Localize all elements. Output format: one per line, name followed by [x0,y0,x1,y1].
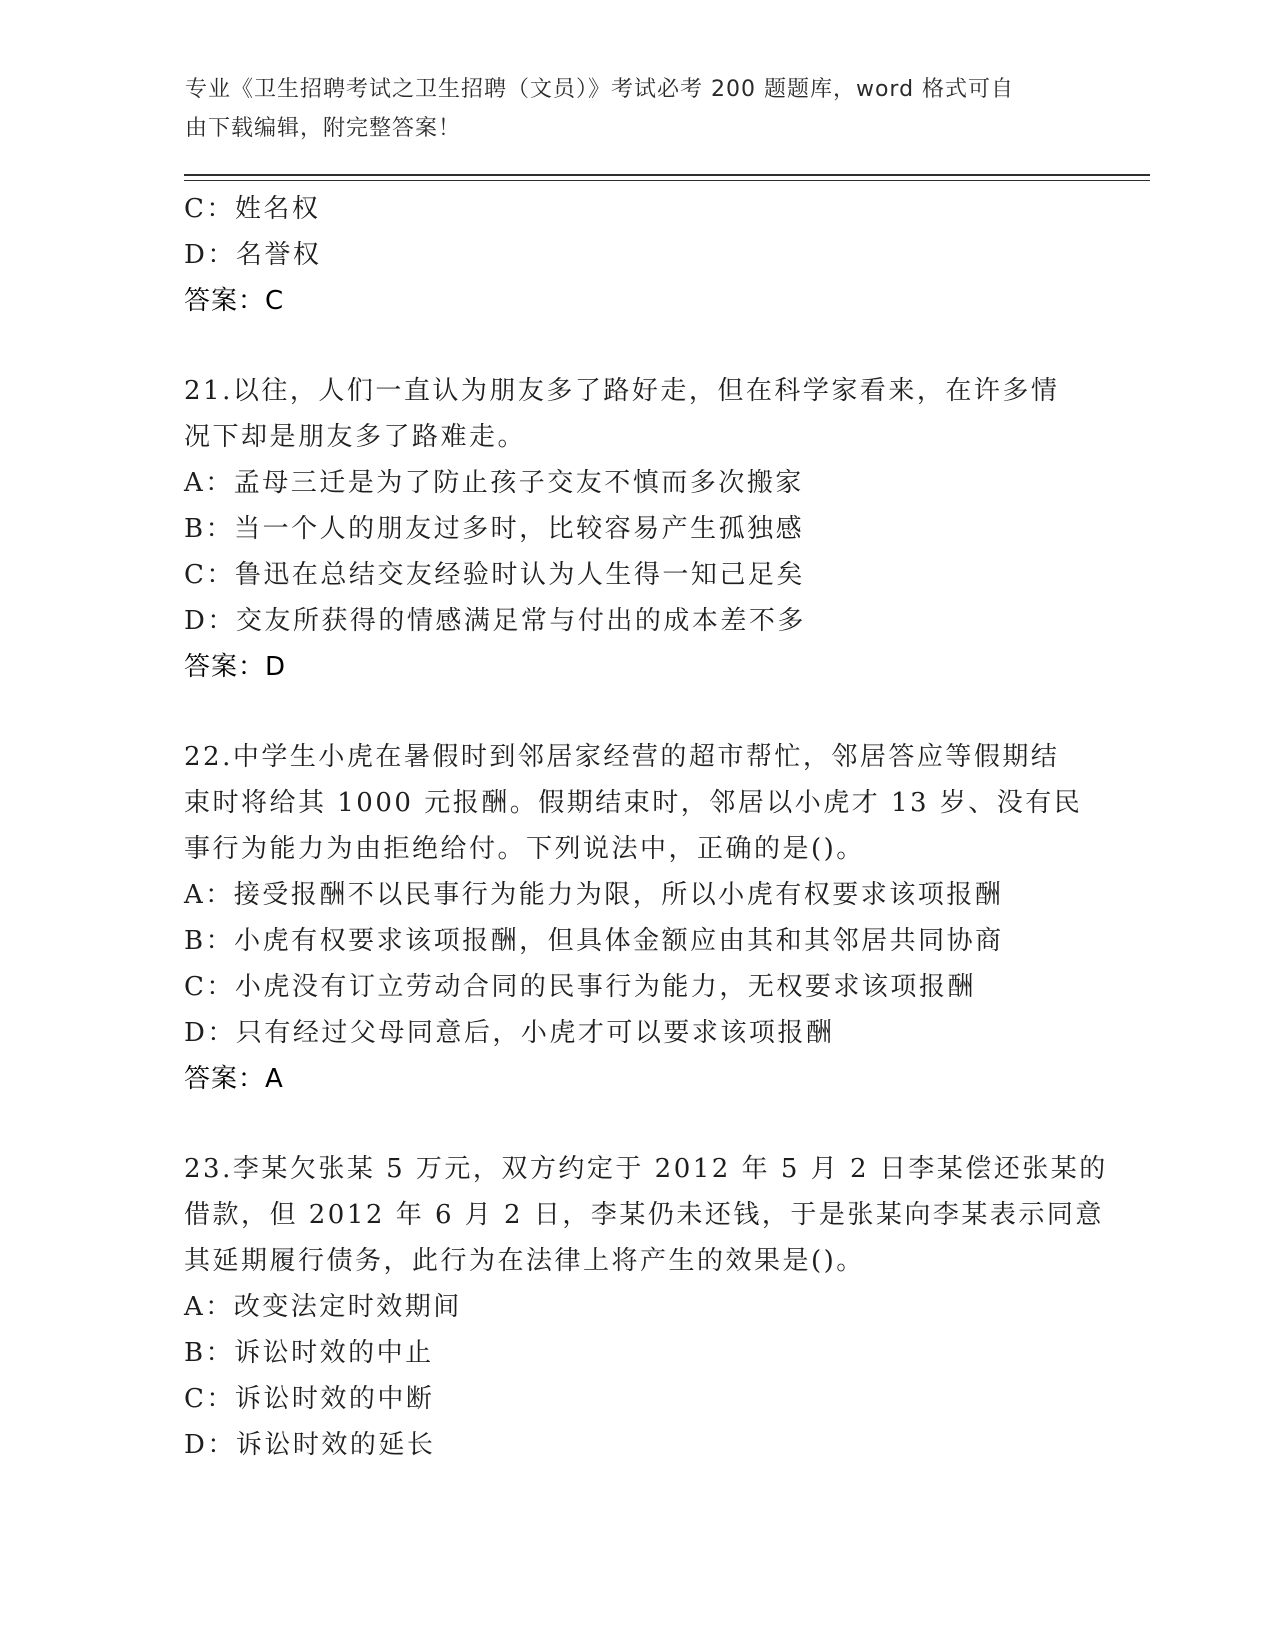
option-a: A：接受报酬不以民事行为能力为限，所以小虎有权要求该项报酬 [184,880,1004,910]
header-line: 专业《卫生招聘考试之卫生招聘（文员）》考试必考 200 题题库，word 格式可自 [185,77,1015,102]
option-d: D：诉讼时效的延长 [184,1430,436,1460]
option-a: A：改变法定时效期间 [184,1292,462,1322]
option-d: D：交友所获得的情感满足常与付出的成本差不多 [184,606,806,636]
option-c: C：姓名权 [184,194,321,224]
question-block-21 [184,368,1084,690]
document-header [185,70,1065,148]
header-line: 由下载编辑，附完整答案！ [185,116,462,141]
question-block-20-tail [184,186,1084,324]
option-d: D：名誉权 [184,240,322,270]
option-c: C：鲁迅在总结交友经验时认为人生得一知己足矣 [184,560,805,590]
header-divider [184,174,1150,176]
question-text: 借款，但 2012 年 6 月 2 日，李某仍未还钱，于是张某向李某表示同意 [184,1200,1104,1230]
answer-line: 答案：C [184,286,285,316]
spacer [184,1102,1084,1146]
question-text: 23.李某欠张某 5 万元，双方约定于 2012 年 5 月 2 日李某偿还张某的 [184,1154,1108,1184]
header-divider-thin [184,180,1150,181]
question-text: 其延期履行债务，此行为在法律上将产生的效果是()。 [184,1246,865,1276]
question-text: 21.以往，人们一直认为朋友多了路好走，但在科学家看来，在许多情 [184,376,1060,406]
option-a: A：孟母三迁是为了防止孩子交友不慎而多次搬家 [184,468,804,498]
answer-line: 答案：D [184,652,287,682]
question-text: 22.中学生小虎在暑假时到邻居家经营的超市帮忙，邻居答应等假期结 [184,742,1060,772]
document-body [184,186,1108,1468]
option-d: D：只有经过父母同意后，小虎才可以要求该项报酬 [184,1018,835,1048]
question-text: 事行为能力为由拒绝给付。下列说法中，正确的是()。 [184,834,865,864]
question-block-22 [184,734,1084,1102]
question-text: 况下却是朋友多了路难走。 [184,422,527,452]
option-b: B：当一个人的朋友过多时，比较容易产生孤独感 [184,514,805,544]
option-b: B：小虎有权要求该项报酬，但具体金额应由其和其邻居共同协商 [184,926,1004,956]
option-c: C：小虎没有订立劳动合同的民事行为能力，无权要求该项报酬 [184,972,976,1002]
spacer [184,690,1084,734]
option-b: B：诉讼时效的中止 [184,1338,434,1368]
spacer [184,324,1084,368]
option-c: C：诉讼时效的中断 [184,1384,435,1414]
question-text: 束时将给其 1000 元报酬。假期结束时，邻居以小虎才 13 岁、没有民 [184,788,1083,818]
question-block-23 [184,1146,1108,1468]
answer-line: 答案：A [184,1064,284,1094]
